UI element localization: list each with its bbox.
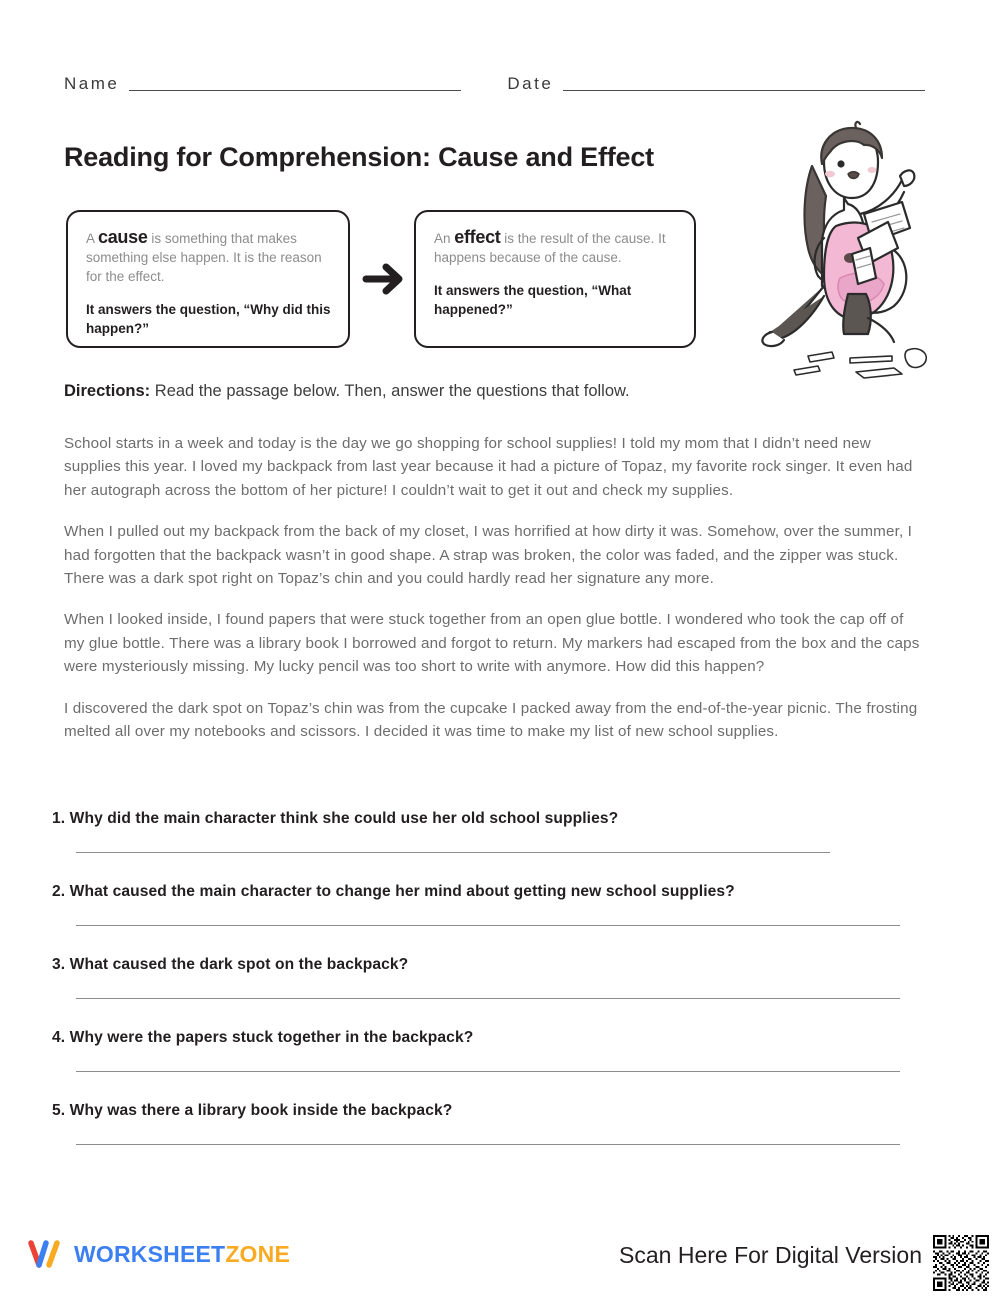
passage-paragraph: When I pulled out my backpack from the back of my closet, I was horrified at how dirty it was. Somehow, over the summer, I had forgotten that the backpack wasn’t in good shape. A strap was broken, the color was faded, and the zipper was stuck. There was a dark spot right on Topaz’s chin and you could hardly read her signature any more. bbox=[64, 523, 913, 588]
question-text: 1. Why did the main character think she could use her old school supplies? bbox=[52, 810, 619, 827]
name-write-line[interactable] bbox=[129, 90, 461, 91]
footer bbox=[0, 1228, 1000, 1294]
effect-lead-after: is the result of the cause. It happens because of the cause. bbox=[434, 231, 666, 265]
arrow-right-icon bbox=[362, 260, 406, 298]
girl-with-backpack-illustration bbox=[752, 118, 952, 380]
logo-w-mark-icon bbox=[26, 1234, 66, 1274]
effect-lead-before: An bbox=[434, 231, 455, 246]
answer-write-line[interactable] bbox=[76, 925, 900, 926]
cause-lead-after: is something that makes something else happen. It is the reason for the effect. bbox=[86, 231, 322, 284]
answer-write-line[interactable] bbox=[76, 852, 830, 853]
logo-zone-text: ZONE bbox=[225, 1240, 291, 1267]
question-item bbox=[52, 810, 942, 853]
passage-paragraph: I discovered the dark spot on Topaz’s chin was from the cupcake I packed away from the end-of-the-year picnic. The frosting melted all over my notebooks and scissors. I decided it was time to make my list of new school supplies. bbox=[64, 699, 918, 741]
effect-definition-box bbox=[414, 210, 696, 348]
cause-answers-question: It answers the question, “Why did this happen?” bbox=[86, 302, 331, 336]
directions-text: Read the passage below. Then, answer the questions that follow. bbox=[150, 382, 630, 400]
logo-wordmark bbox=[74, 1241, 290, 1268]
answer-write-line[interactable] bbox=[76, 1144, 900, 1145]
effect-definition-text bbox=[434, 228, 678, 267]
answer-write-line[interactable] bbox=[76, 1071, 900, 1072]
passage-paragraph: School starts in a week and today is the day we go shopping for school supplies! I told my mom that I didn’t need new supplies this year. I loved my backpack from last year because it had a picture of Topaz, my favorite rock singer. It even had her autograph across the bottom of her picture! I couldn’t wait to get it out and check my supplies. bbox=[64, 435, 913, 499]
question-text: 3. What caused the dark spot on the backpack? bbox=[52, 956, 409, 973]
logo-worksheet-text: WORKSHEET bbox=[74, 1240, 226, 1267]
question-item bbox=[52, 956, 942, 999]
name-date-header bbox=[64, 66, 936, 96]
question-text: 2. What caused the main character to change her mind about getting new school supplies? bbox=[52, 883, 735, 900]
cause-lead-before: A bbox=[86, 231, 99, 246]
date-label: Date bbox=[507, 74, 554, 93]
answer-write-line[interactable] bbox=[76, 998, 900, 999]
question-list bbox=[52, 810, 942, 1145]
qr-code[interactable] bbox=[930, 1232, 992, 1294]
reading-passage bbox=[64, 432, 926, 743]
question-item bbox=[52, 1029, 942, 1072]
question-item bbox=[52, 883, 942, 926]
directions-label: Directions: bbox=[64, 382, 151, 400]
cause-definition-box bbox=[66, 210, 350, 348]
cause-definition-text bbox=[86, 228, 332, 286]
definition-row bbox=[66, 210, 696, 348]
question-item bbox=[52, 1102, 942, 1145]
scan-here-text: Scan Here For Digital Version bbox=[619, 1242, 922, 1268]
cause-keyword: cause bbox=[98, 227, 148, 247]
question-text: 4. Why were the papers stuck together in the backpack? bbox=[52, 1029, 474, 1046]
question-text: 5. Why was there a library book inside the backpack? bbox=[52, 1102, 453, 1119]
page-title: Reading for Comprehension: Cause and Effect bbox=[64, 142, 654, 172]
effect-answers-question: It answers the question, “What happened?” bbox=[434, 283, 632, 317]
passage-paragraph: When I looked inside, I found papers that were stuck together from an open glue bottle. I wondered who took the cap off of my glue bottle. There was a library book I borrowed and forgot to return. My markers had escaped from the box and the caps were mysteriously missing. My lucky pencil was too short to write with anymore. How did this happen? bbox=[64, 611, 920, 676]
directions bbox=[64, 382, 630, 401]
effect-keyword: effect bbox=[454, 227, 501, 247]
date-write-line[interactable] bbox=[563, 90, 925, 91]
worksheet-zone-logo[interactable] bbox=[26, 1234, 290, 1274]
name-label: Name bbox=[64, 74, 120, 93]
